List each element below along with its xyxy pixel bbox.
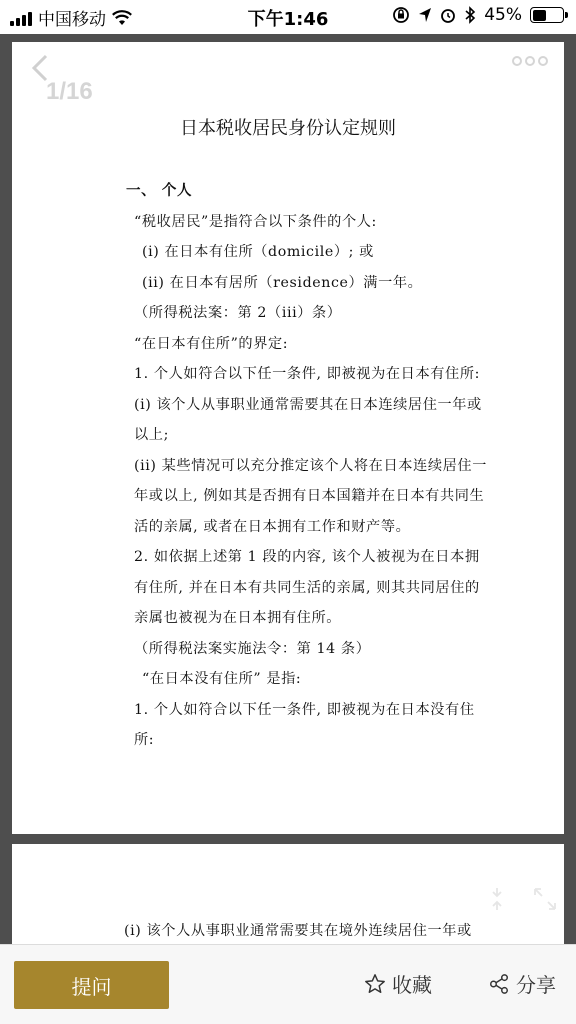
ask-question-button[interactable]: 提问 (14, 961, 169, 1009)
body-paragraph: “在日本有住所”的界定: (134, 335, 289, 352)
body-paragraph: （所得税法案：第 2（iii）条） (134, 305, 342, 321)
body-paragraph: (i) 该个人从事职业通常需要其在境外连续居住一年或 (124, 923, 472, 939)
fullscreen-icon[interactable] (532, 886, 558, 912)
body-paragraph: “税收居民”是指符合以下条件的个人: (134, 213, 377, 230)
collect-button[interactable] (364, 969, 432, 998)
status-time: 下午1:46 (247, 9, 329, 30)
collapse-icon[interactable] (484, 886, 510, 912)
document-body (126, 176, 490, 756)
battery-icon (530, 7, 564, 23)
document-title: 日本税收居民身份认定规则 (180, 118, 396, 139)
star-icon (364, 973, 386, 995)
rotation-lock-icon (392, 6, 410, 24)
body-paragraph: “在日本没有住所” 是指: (142, 671, 302, 687)
body-paragraph: (i) 在日本有住所（domicile）; 或 (142, 244, 374, 260)
share-button[interactable] (488, 969, 556, 998)
section-heading: 一、 个人 (126, 182, 193, 199)
body-paragraph: 1. 个人如符合以下任一条件, 即被视为在日本有住所: (134, 366, 480, 382)
document-page (12, 844, 564, 944)
status-bar (0, 0, 576, 34)
bottom-toolbar (0, 944, 576, 1024)
body-paragraph: （所得税法案实施法令：第 14 条） (134, 640, 371, 657)
location-icon (418, 7, 432, 23)
bluetooth-icon (464, 6, 476, 24)
document-viewer[interactable] (0, 34, 576, 944)
body-paragraph: (ii) 某些情况可以充分推定该个人将在日本连续居住一年或以上, 例如其是否拥有日本国籍并在日本有共同生活的亲属, 或者在日本拥有工作和财产等。 (134, 457, 487, 535)
share-icon (488, 973, 510, 995)
collect-label: 收藏 (392, 973, 432, 997)
zoom-controls (484, 886, 558, 912)
alarm-icon (440, 7, 456, 23)
body-paragraph: (i) 该个人从事职业通常需要其在日本连续居住一年或以上; (134, 396, 482, 443)
document-page (12, 42, 564, 834)
share-label: 分享 (516, 973, 556, 997)
status-right (392, 5, 564, 25)
more-options-icon[interactable] (512, 56, 548, 66)
body-paragraph: 1. 个人如符合以下任一条件, 即被视为在日本没有住所: (134, 701, 475, 748)
body-paragraph: (ii) 在日本有居所（residence）满一年。 (142, 274, 423, 291)
body-paragraph: 2. 如依据上述第 1 段的内容, 该个人被视为在日本拥有住所, 并在日本有共同生活的亲属, 则其共同居住的亲属也被视为在日本拥有住所。 (134, 549, 480, 626)
carrier-label: 中国移动 (38, 10, 106, 30)
battery-percent: 45% (484, 5, 522, 25)
page-counter: 1/16 (46, 78, 93, 105)
